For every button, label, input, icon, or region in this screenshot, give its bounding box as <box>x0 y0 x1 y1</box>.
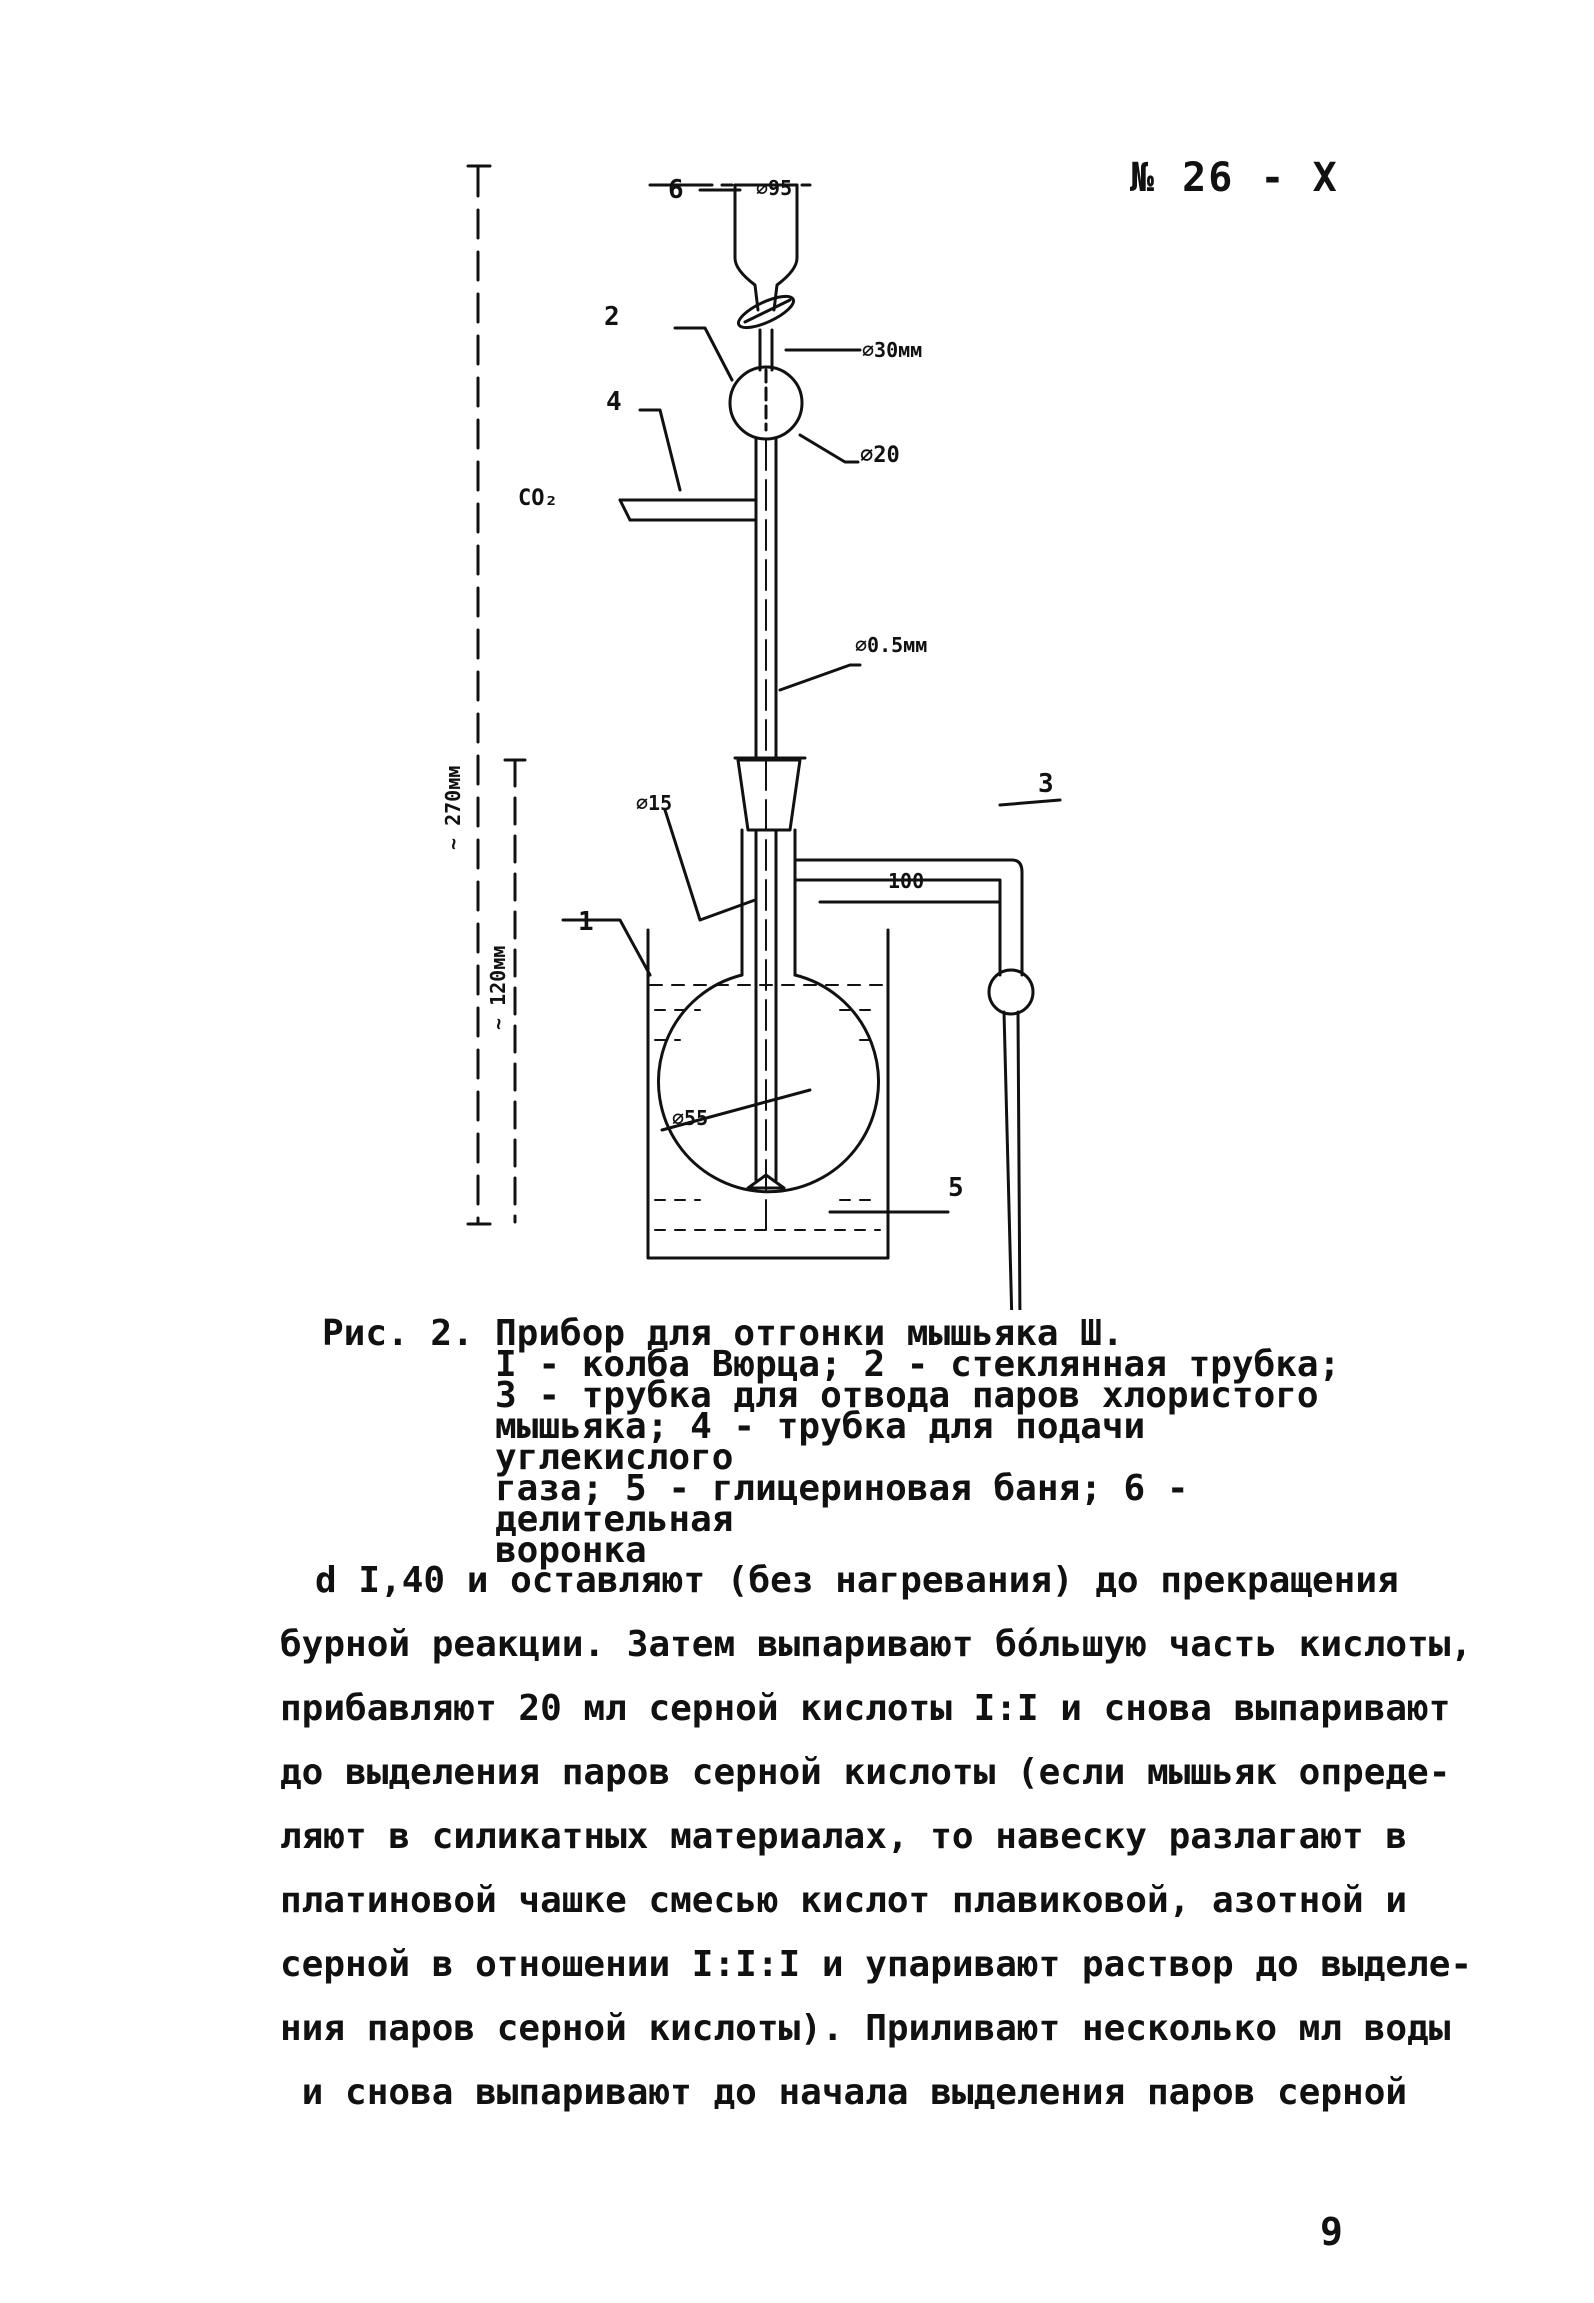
label-3: 3 <box>1038 769 1054 799</box>
body-line: бурной реакции. Затем выпаривают бо́льшую часть кислоты, <box>280 1624 1473 1665</box>
caption-title: Прибор для отгонки мышьяка Ш. <box>495 1313 1124 1354</box>
label-d20: ⌀20 <box>860 443 900 468</box>
body-line: платиновой чашке смесью кислот плавиковой, азотной и <box>280 1880 1408 1921</box>
label-6: 6 <box>668 175 684 205</box>
dropping-funnel <box>650 185 810 439</box>
label-d05: ⌀0.5мм <box>855 633 928 657</box>
co2-inlet-tube <box>620 500 756 520</box>
caption-label: Рис. 2. <box>322 1313 474 1354</box>
label-h120: ~ 120мм <box>486 945 510 1030</box>
label-h270: ~ 270мм <box>441 765 465 850</box>
body-line: d I,40 и оставляют (без нагревания) до прекращения <box>315 1560 1399 1601</box>
label-2: 2 <box>604 302 620 332</box>
body-line: ляют в силикатных материалах, то навеску разлагают в <box>280 1816 1408 1857</box>
side-arm-tube <box>795 860 1033 1310</box>
label-d55: ⌀55 <box>672 1106 709 1130</box>
body-line: до выделения паров серной кислоты (если мышьяк опреде- <box>280 1752 1451 1793</box>
label-5: 5 <box>948 1173 964 1203</box>
body-line: прибавляют 20 мл серной кислоты I:I и снова выпаривают <box>280 1688 1451 1729</box>
page-number: 9 <box>1320 2210 1343 2254</box>
body-line: серной в отношении I:I:I и упаривают раствор до выделе- <box>280 1944 1473 1985</box>
document-number: № 26 - X <box>1130 155 1339 201</box>
glycerin-bath <box>648 930 888 1258</box>
label-4: 4 <box>606 387 622 417</box>
label-d15: ⌀15 <box>636 791 673 815</box>
label-d30: ⌀30мм <box>862 338 923 362</box>
glass-tube <box>756 438 776 1230</box>
label-co2: CO₂ <box>518 486 558 511</box>
body-line: и снова выпаривают до начала выделения паров серной <box>280 2072 1408 2113</box>
label-1: 1 <box>578 907 594 937</box>
label-d95: ⌀95 <box>756 176 793 200</box>
body-line: ния паров серной кислоты). Приливают несколько мл воды <box>280 2008 1451 2049</box>
caption-text: I - колба Вюрца; 2 - стеклянная трубка; 3 - трубка для отвода паров хлористого мышьяка; 4 - трубка для подачи углекислого газа; 5 - глицериновая баня; 6 - делительная воронка <box>495 1344 1341 1571</box>
label-100: 100 <box>888 869 925 893</box>
stopper <box>735 758 805 830</box>
